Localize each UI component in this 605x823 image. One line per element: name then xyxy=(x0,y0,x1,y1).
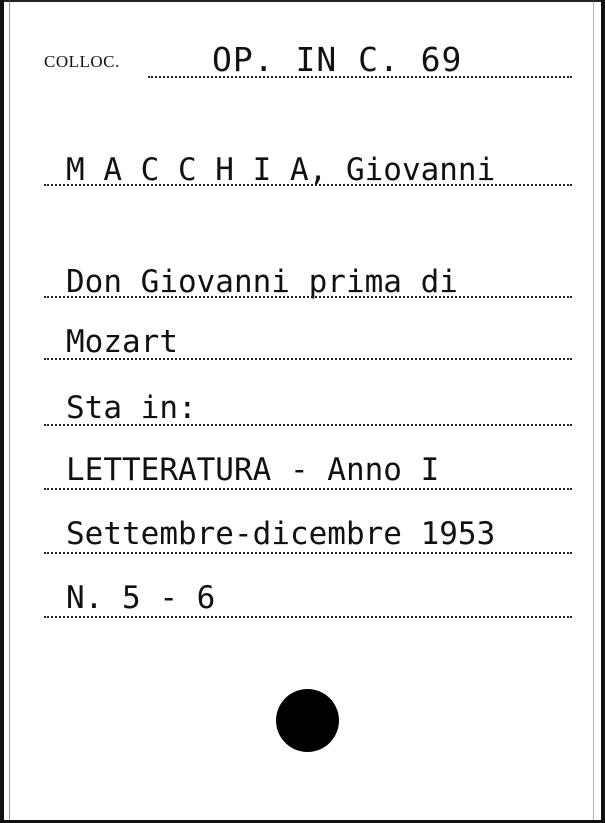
journal-name: LETTERATURA - Anno I xyxy=(66,452,440,488)
colloc-value: OP. IN C. 69 xyxy=(212,40,463,79)
title-line-1: Don Giovanni prima di xyxy=(66,264,458,300)
dotted-line-5 xyxy=(44,552,572,554)
colloc-dotted-line xyxy=(148,76,572,78)
dotted-line-4 xyxy=(44,488,572,490)
card-right-edge xyxy=(601,0,605,823)
card-top-edge xyxy=(0,0,605,2)
dotted-line-6 xyxy=(44,616,572,618)
source-intro: Sta in: xyxy=(66,390,197,426)
dotted-line-3 xyxy=(44,424,572,426)
card-left-edge xyxy=(0,0,4,823)
author-name: M A C C H I A, Giovanni xyxy=(66,152,496,188)
journal-issue: N. 5 - 6 xyxy=(66,580,216,616)
dotted-line-1 xyxy=(44,296,572,298)
colloc-label: COLLOC. xyxy=(44,52,120,71)
author-dotted-line xyxy=(44,184,572,186)
punch-hole xyxy=(276,689,339,752)
journal-date: Settembre-dicembre 1953 xyxy=(66,516,496,552)
card-left-scratch xyxy=(9,0,10,823)
card-right-scratch xyxy=(593,0,594,823)
dotted-line-2 xyxy=(44,358,572,360)
title-line-2: Mozart xyxy=(66,324,178,360)
